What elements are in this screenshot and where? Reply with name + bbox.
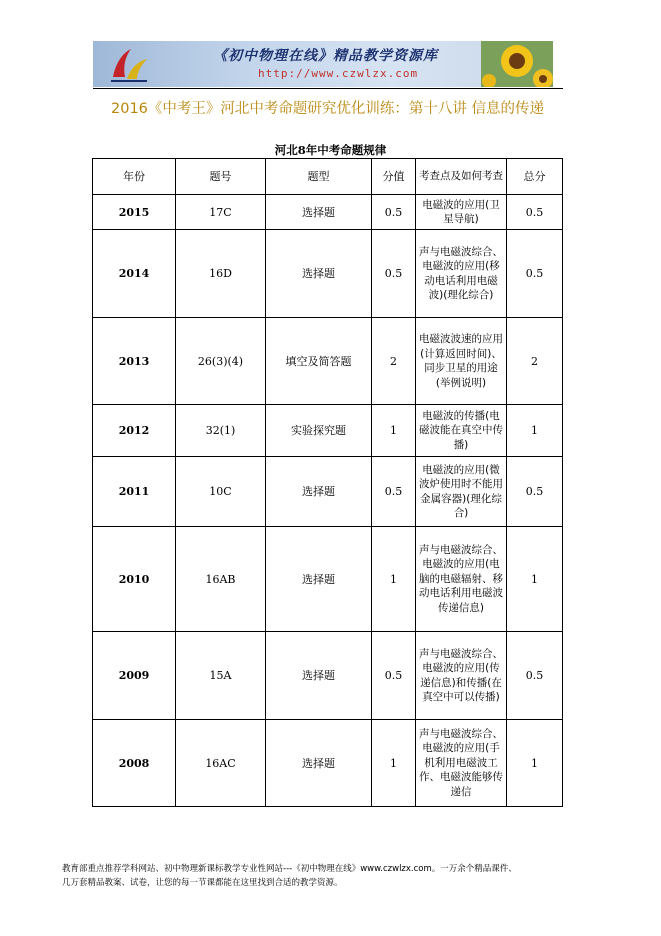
question-type-cell: 填空及简答题: [266, 318, 372, 405]
year-cell: 2012: [93, 405, 176, 457]
year-cell: 2015: [93, 195, 176, 230]
column-header: 题型: [266, 159, 372, 195]
total-cell: 0.5: [507, 230, 563, 318]
question-number-cell: 16AB: [176, 527, 266, 632]
question-type-cell: 实验探究题: [266, 405, 372, 457]
year-cell: 2011: [93, 457, 176, 527]
exam-point-cell: 电磁波的应用(卫星导航): [416, 195, 507, 230]
question-type-cell: 选择题: [266, 632, 372, 720]
banner-title: 《初中物理在线》精品教学资源库: [213, 48, 438, 64]
table-title: 河北8年中考命题规律: [274, 143, 387, 157]
question-number-cell: 10C: [176, 457, 266, 527]
exam-point-cell: 电磁波波速的应用(计算返回时间)、同步卫星的用途(举例说明): [416, 318, 507, 405]
footer-line: 教育部重点推荐学科网站、初中物理新课标教学专业性网站---《初中物理在线》www.czwlzx.com。一万余个精品课件、: [62, 864, 517, 874]
table-header-row: [93, 159, 563, 195]
year-cell: 2014: [93, 230, 176, 318]
exam-point-cell: 声与电磁波综合、电磁波的应用(移动电话利用电磁波)(理化综合): [416, 230, 507, 318]
column-header: 考查点及如何考查: [416, 159, 507, 195]
score-cell: 1: [372, 527, 416, 632]
year-cell: 2009: [93, 632, 176, 720]
exam-point-cell: 电磁波的传播(电磁波能在真空中传播): [416, 405, 507, 457]
question-type-cell: 选择题: [266, 195, 372, 230]
table-row: [93, 720, 563, 807]
question-type-cell: 选择题: [266, 527, 372, 632]
exam-point-cell: 声与电磁波综合、电磁波的应用(传递信息)和传播(在真空中可以传播): [416, 632, 507, 720]
question-number-cell: 32(1): [176, 405, 266, 457]
sunflower-icon: [481, 41, 553, 87]
column-header: 总分: [507, 159, 563, 195]
table-row: [93, 527, 563, 632]
exam-pattern-table: [92, 158, 563, 807]
score-cell: 0.5: [372, 632, 416, 720]
score-cell: 0.5: [372, 195, 416, 230]
total-cell: 2: [507, 318, 563, 405]
total-cell: 1: [507, 720, 563, 807]
table-row: [93, 632, 563, 720]
year-cell: 2010: [93, 527, 176, 632]
table-row: [93, 195, 563, 230]
score-cell: 0.5: [372, 457, 416, 527]
year-cell: 2013: [93, 318, 176, 405]
question-number-cell: 26(3)(4): [176, 318, 266, 405]
exam-point-cell: 声与电磁波综合、电磁波的应用(手机利用电磁波工作、电磁波能够传递信: [416, 720, 507, 807]
header-divider: [93, 88, 563, 89]
exam-point-cell: 电磁波的应用(微波炉使用时不能用金属容器)(理化综合): [416, 457, 507, 527]
banner-url[interactable]: http://www.czwlzx.com: [258, 67, 419, 80]
total-cell: 0.5: [507, 457, 563, 527]
question-type-cell: 选择题: [266, 457, 372, 527]
total-cell: 1: [507, 527, 563, 632]
score-cell: 1: [372, 405, 416, 457]
year-cell: 2008: [93, 720, 176, 807]
column-header: 分值: [372, 159, 416, 195]
question-type-cell: 选择题: [266, 720, 372, 807]
exam-point-cell: 声与电磁波综合、电磁波的应用(电脑的电磁辐射、移动电话利用电磁波传递信息): [416, 527, 507, 632]
table-row: [93, 457, 563, 527]
page-header: 2016《中考王》河北中考命题研究优化训练：第十八讲 信息的传递: [111, 101, 545, 117]
site-banner: [93, 41, 553, 87]
column-header: 年份: [93, 159, 176, 195]
question-number-cell: 16AC: [176, 720, 266, 807]
score-cell: 0.5: [372, 230, 416, 318]
footer-line: 几万套精品教案、试卷，让您的每一节课都能在这里找到合适的教学资源。: [62, 878, 343, 888]
column-header: 题号: [176, 159, 266, 195]
score-cell: 2: [372, 318, 416, 405]
question-number-cell: 15A: [176, 632, 266, 720]
table-row: [93, 318, 563, 405]
site-logo-icon: [109, 47, 149, 83]
question-number-cell: 17C: [176, 195, 266, 230]
question-number-cell: 16D: [176, 230, 266, 318]
question-type-cell: 选择题: [266, 230, 372, 318]
page-footer: [62, 862, 622, 890]
table-row: [93, 230, 563, 318]
table-row: [93, 405, 563, 457]
score-cell: 1: [372, 720, 416, 807]
total-cell: 0.5: [507, 195, 563, 230]
total-cell: 0.5: [507, 632, 563, 720]
total-cell: 1: [507, 405, 563, 457]
